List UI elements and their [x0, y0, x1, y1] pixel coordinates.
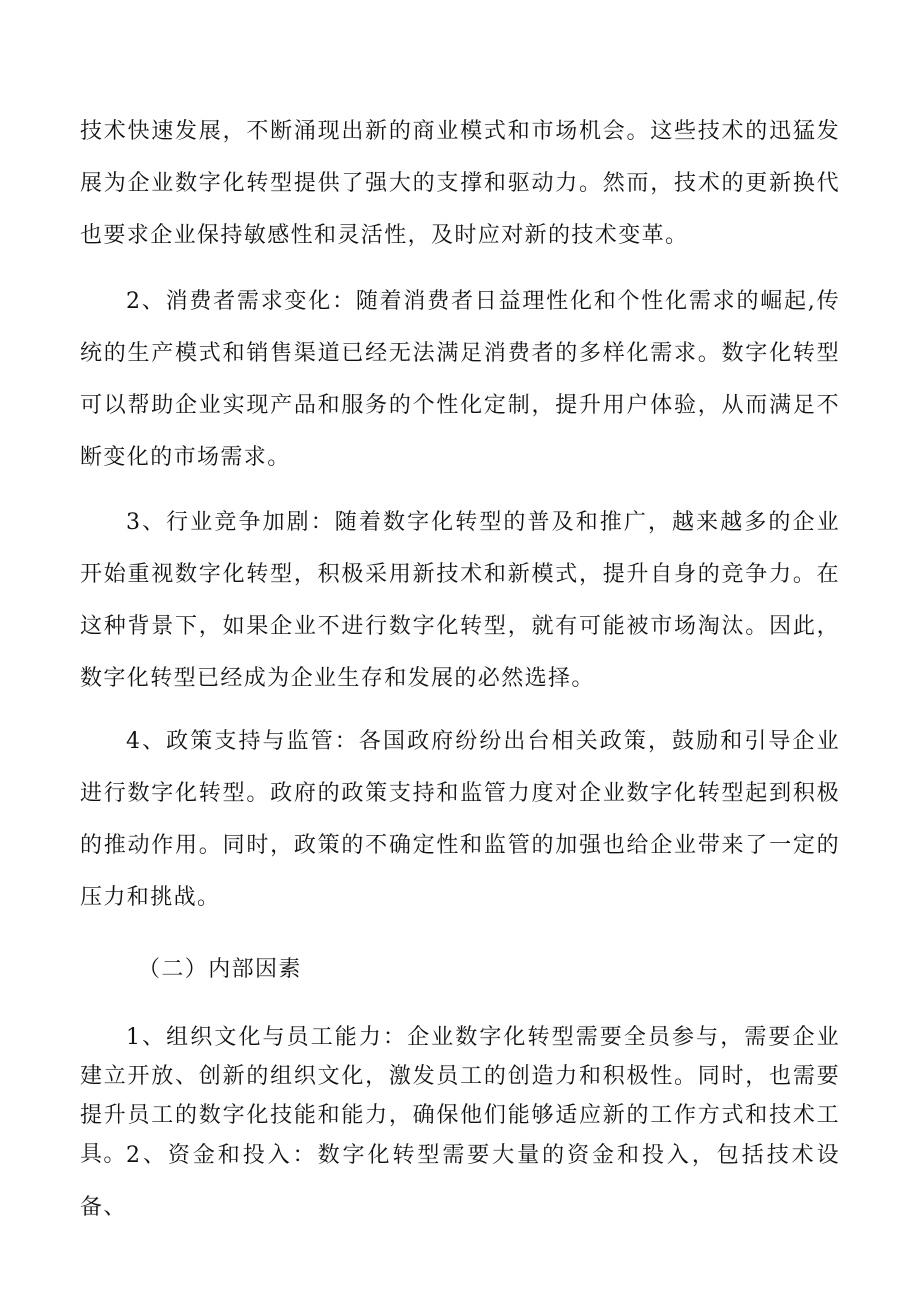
paragraph-consumer-demand: 2、消费者需求变化：随着消费者日益理性化和个性化需求的崛起,传统的生产模式和销售渠道已经无法满足消费者的多样化需求。数字化转型可以帮助企业实现产品和服务的个性化定制，提升用户体验，从而满足不断变化的市场需求。 — [80, 289, 840, 470]
paragraph-technology-development: 技术快速发展，不断涌现出新的商业模式和市场机会。这些技术的迅猛发展为企业数字化转型提供了强大的支撑和驱动力。然而，技术的更新换代也要求企业保持敏感性和灵活性，及时应对新的技术变革。 — [80, 119, 840, 248]
paragraph-policy-regulation: 4、政策支持与监管：各国政府纷纷出台相关政策，鼓励和引导企业进行数字化转型。政府的政策支持和监管力度对企业数字化转型起到积极的推动作用。同时，政策的不确定性和监管的加强也给企业带来了一定的压力和挑战。 — [80, 729, 840, 910]
paragraph-funding-investment: 2、资金和投入：数字化转型需要大量的资金和投入，包括技术设备、 — [80, 1143, 840, 1220]
paragraph-industry-competition: 3、行业竞争加剧：随着数字化转型的普及和推广，越来越多的企业开始重视数字化转型，积极采用新技术和新模式，提升自身的竞争力。在这种背景下，如果企业不进行数字化转型，就有可能被市场淘汰。因此，数字化转型已经成为企业生存和发展的必然选择。 — [80, 510, 840, 691]
section-heading-internal-factors: （二）内部因素 — [138, 957, 302, 982]
paragraph-organization-culture: 1、组织文化与员工能力：企业数字化转型需要全员参与，需要企业建立开放、创新的组织文化，激发员工的创造力和积极性。同时，也需要提升员工的数字化技能和能力，确保他们能够适应新的工作方式和技术工具。 — [80, 1025, 840, 1167]
